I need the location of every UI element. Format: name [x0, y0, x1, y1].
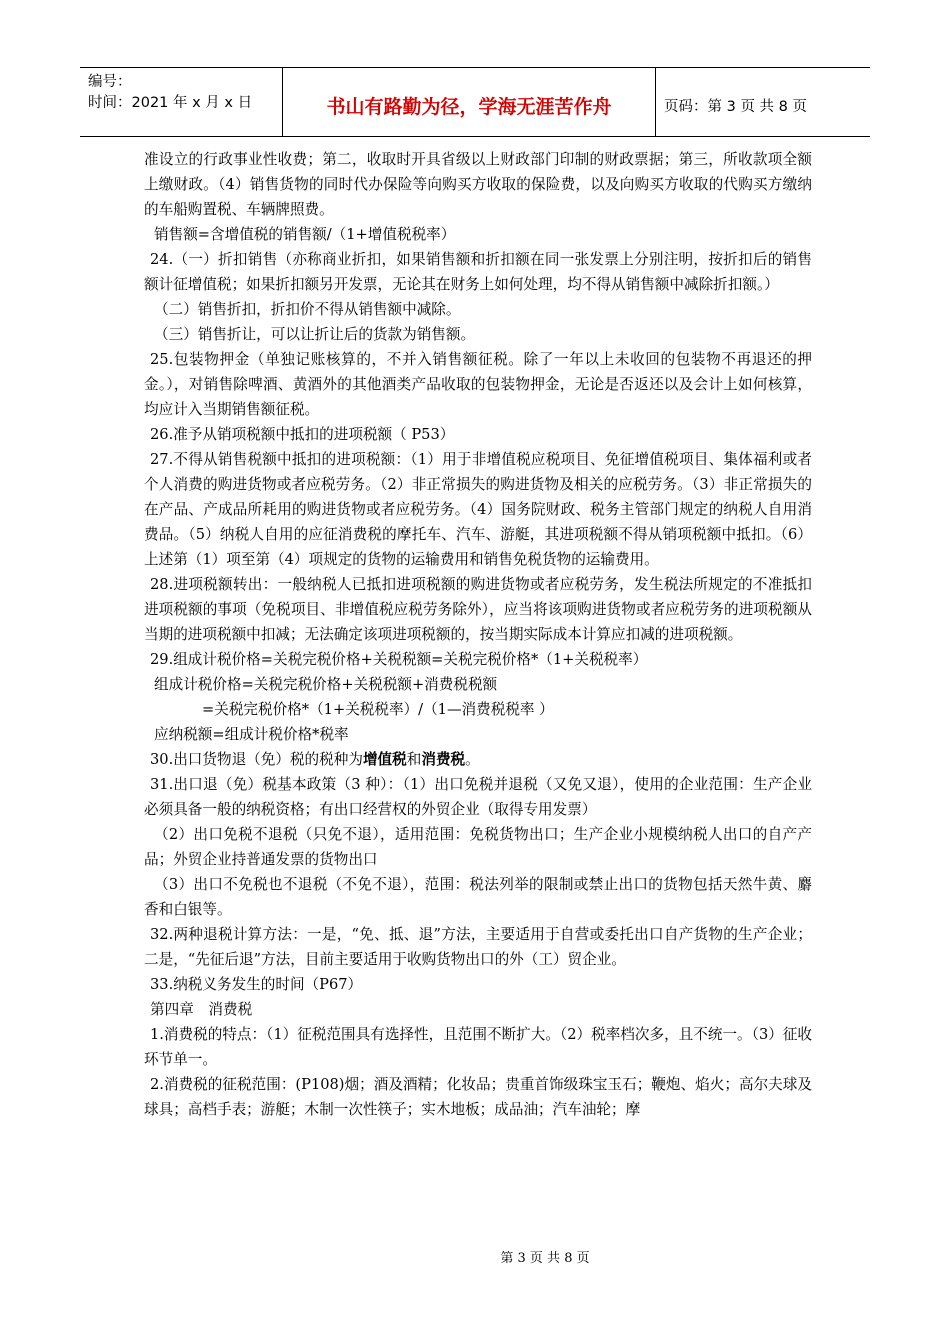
paragraph: 24.（一）折扣销售（亦称商业折扣，如果销售额和折扣额在同一张发票上分别注明，按折扣后的销售额计征增值税；如果折扣额另开发票，无论其在财务上如何处理，均不得从销售额中减除折扣额。）	[144, 251, 812, 293]
header-motto: 书山有路勤为径，学海无涯苦作舟	[283, 68, 656, 136]
paragraph: 2.消费税的征税范围：(P108)烟；酒及酒精；化妆品；贵重首饰级珠宝玉石；鞭炮、焰火；高尔夫球及球具；高档手表；游艇；木制一次性筷子；实木地板；成品油；汽车油轮；摩	[144, 1076, 812, 1118]
page-footer: 第 3 页 共 8 页	[500, 1251, 590, 1266]
paragraph: （3）出口不免税也不退税（不免不退），范围：税法列举的限制或禁止出口的货物包括天然牛黄、麝香和白银等。	[144, 876, 812, 918]
paragraph: =关税完税价格*（1+关税税率）/（1—消费税税率 ）	[202, 701, 554, 718]
header-page-info: 页码：第 3 页 共 8 页	[664, 98, 807, 115]
paragraph: （三）销售折让，可以让折让后的货款为销售额。	[154, 326, 476, 343]
paragraph: 33.纳税义务发生的时间（P67）	[150, 976, 363, 993]
paragraph: 32.两种退税计算方法：一是，“免、抵、退”方法，主要适用于自营或委托出口自产货物的生产企业；二是，“先征后退”方法，目前主要适用于收购货物出口的外（工）贸企业。	[144, 926, 812, 968]
document-time-label: 时间：2021 年 x 月 x 日	[88, 95, 253, 111]
item30-suffix: 。	[465, 751, 480, 768]
paragraph: 27.不得从销售税额中抵扣的进项税额：（1）用于非增值税应税项目、免征增值税项目、集体福利或者个人消费的购进货物或者应税劳务。（2）非正常损失的购进货物及相关的应税劳务。（3）非正常损失的在产品、产成品所耗用的购进货物或者应税劳务。（4）国务院财政、税务主管部门规定的纳税人自用消费品。（5）纳税人自用的应征消费税的摩托车、汽车、游艇，其进项税额不得从销项税额中抵扣。（6）上述第（1）项至第（4）项规定的货物的运输费用和销售免税货物的运输费用。	[144, 451, 812, 568]
item30-tax-vat: 增值税	[362, 751, 407, 768]
paragraph: 28.进项税额转出：一般纳税人已抵扣进项税额的购进货物或者应税劳务，发生税法所规定的不准抵扣进项税额的事项（免税项目、非增值税应税劳务除外），应当将该项购进货物或者应税劳务的进项税额从当期的进项税额中扣减；无法确定该项进项税额的，按当期实际成本计算应扣减的进项税额。	[144, 576, 812, 643]
paragraph: （2）出口免税不退税（只免不退），适用范围：免税货物出口；生产企业小规模纳税人出口的自产产品；外贸企业持普通发票的货物出口	[144, 826, 812, 868]
header-meta	[80, 68, 283, 136]
paragraph: 准设立的行政事业性收费；第二，收取时开具省级以上财政部门印制的财政票据；第三，所收款项全额上缴财政。（4）销售货物的同时代办保险等向购买方收取的保险费，以及向购买方收取的代购买方缴纳的车船购置税、车辆牌照费。	[144, 151, 812, 218]
item30-tax-consumption: 消费税	[421, 751, 466, 768]
page-header	[80, 67, 870, 137]
chapter-heading: 第四章 消费税	[150, 1001, 253, 1018]
paragraph: 1.消费税的特点：（1）征税范围具有选择性，且范围不断扩大。（2）税率档次多，且不统一。（3）征收环节单一。	[144, 1026, 813, 1068]
paragraph: 26.准予从销项税额中抵扣的进项税额（ P53）	[150, 426, 455, 443]
paragraph: 应纳税额=组成计税价格*税率	[154, 726, 349, 743]
paragraph: 31.出口退（免）税基本政策（3 种）：（1）出口免税并退税（又免又退），使用的企业范围：生产企业必须具备一般的纳税资格；有出口经营权的外贸企业（取得专用发票）	[144, 776, 812, 818]
paragraph: 销售额=含增值税的销售额/（1+增值税税率）	[154, 226, 456, 243]
paragraph: 25.包装物押金（单独记账核算的，不并入销售额征税。除了一年以上未收回的包装物不再退还的押金。），对销售除啤酒、黄酒外的其他酒类产品收取的包装物押金，无论是否返还以及会计上如何核算，均应计入当期销售额征税。	[144, 351, 812, 418]
item30-and: 和	[406, 751, 422, 768]
paragraph: （二）销售折扣，折扣价不得从销售额中减除。	[154, 301, 461, 318]
paragraph-item-30	[144, 747, 812, 772]
document-number-label: 编号：	[88, 74, 132, 90]
item30-prefix: 30.出口货物退（免）税的税种为	[150, 751, 363, 768]
paragraph: 组成计税价格=关税完税价格+关税税额+消费税税额	[154, 676, 498, 693]
document-body	[144, 147, 812, 1122]
paragraph: 29.组成计税价格=关税完税价格+关税税额=关税完税价格*（1+关税税率）	[150, 651, 648, 668]
